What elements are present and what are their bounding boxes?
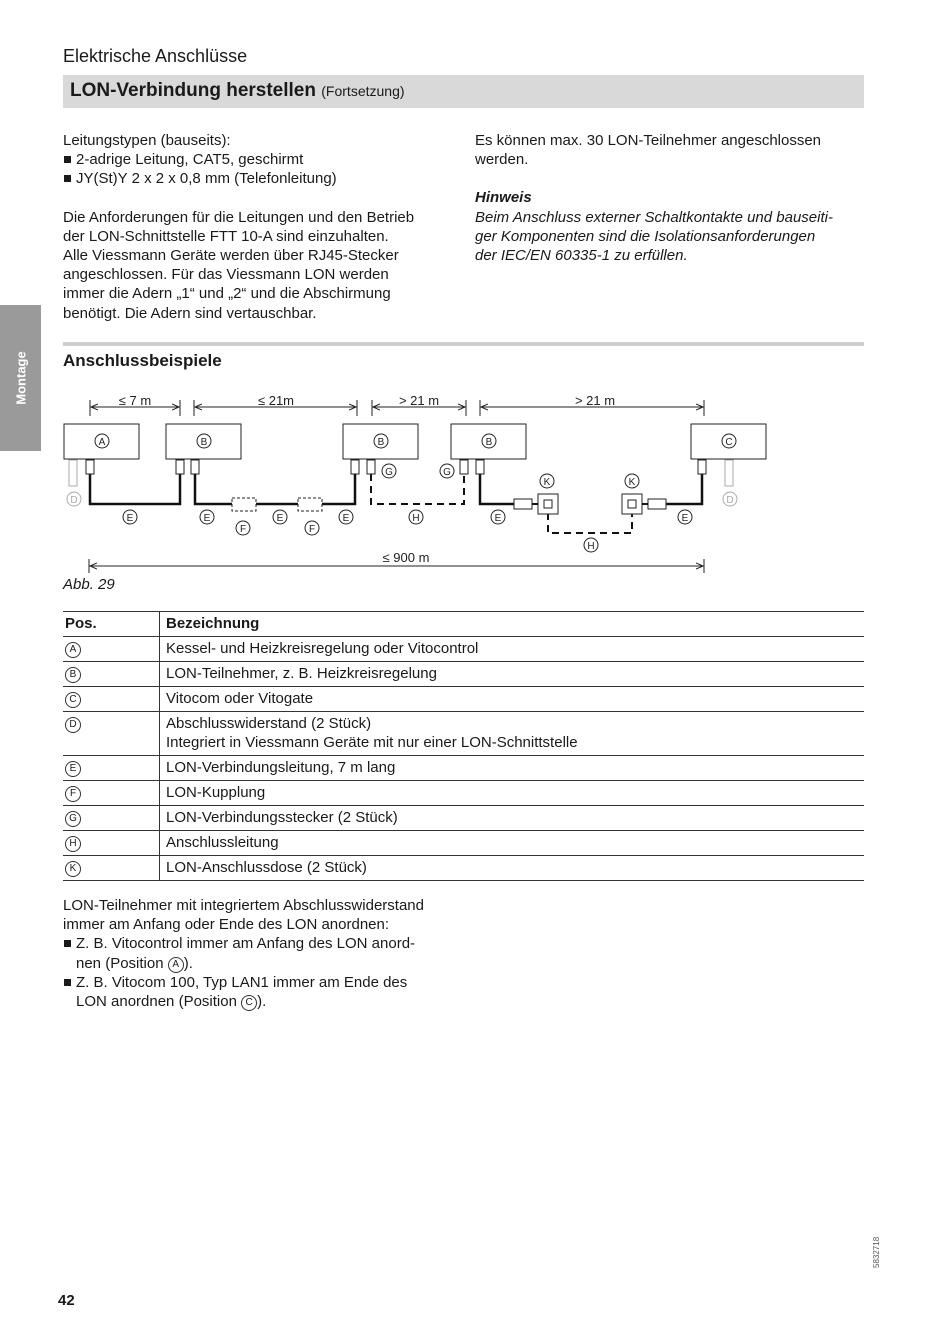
position-marker: H	[65, 836, 81, 852]
note-line: ger Komponenten sind die Isolationsanforderungen	[475, 227, 816, 245]
position-marker: C	[65, 692, 81, 708]
side-tab-label: Montage	[13, 351, 28, 405]
page-title	[70, 80, 405, 102]
bullet-text: nen (Position	[76, 954, 168, 972]
box-label: A	[98, 437, 106, 448]
chapter-title: Elektrische Anschlüsse	[63, 46, 248, 66]
description-cell: LON-Teilnehmer, z. B. Heizkreisregelung	[160, 662, 865, 687]
position-marker: C	[241, 995, 257, 1011]
marker-e: E	[342, 513, 350, 524]
description-cell: LON-Anschlussdose (2 Stück)	[160, 856, 865, 881]
marker-h: H	[412, 513, 420, 524]
description-cell: LON-Verbindungsstecker (2 Stück)	[160, 806, 865, 831]
termination-intro-line: LON-Teilnehmer mit integriertem Abschlusswiderstand	[63, 897, 424, 914]
marker-g: G	[385, 467, 393, 478]
total-length-label: ≤ 900 m	[382, 550, 430, 565]
section-divider	[63, 342, 864, 346]
position-marker: E	[65, 761, 81, 777]
figure-caption: Abb. 29	[63, 576, 115, 593]
box-label: B	[200, 437, 208, 448]
note-line: der IEC/EN 60335-1 zu erfüllen.	[475, 247, 688, 265]
bullet-text: Z. B. Vitocom 100, Typ LAN1 immer am Ende des	[76, 973, 408, 991]
position-marker: G	[65, 811, 81, 827]
dim-label: > 21 m	[574, 393, 616, 408]
column-header: Pos.	[63, 612, 160, 637]
description-cell: LON-Kupplung	[160, 781, 865, 806]
marker-e: E	[276, 513, 284, 524]
marker-e: E	[126, 513, 134, 524]
marker-g: G	[443, 467, 451, 478]
position-marker: D	[65, 717, 81, 733]
page-number: 42	[58, 1292, 75, 1309]
position-marker: A	[65, 642, 81, 658]
table-row	[63, 637, 864, 662]
cable-type-item: 2-adrige Leitung, CAT5, geschirmt	[63, 150, 463, 169]
marker-f: F	[308, 524, 316, 535]
termination-intro-line: immer am Anfang oder Ende des LON anordnen:	[63, 916, 390, 934]
marker-h: H	[587, 541, 595, 552]
position-marker: A	[168, 957, 184, 973]
table-row	[63, 856, 864, 881]
marker-d: D	[726, 495, 734, 506]
requirements-line: Alle Viessmann Geräte werden über RJ45-Stecker	[63, 247, 399, 265]
table-row	[63, 687, 864, 712]
page-title-text: LON-Verbindung herstellen	[70, 80, 316, 101]
requirements-line: immer die Adern „1“ und „2“ und die Abschirmung	[63, 285, 391, 303]
left-column	[63, 131, 463, 323]
position-marker: K	[65, 861, 81, 877]
bullet-text: ).	[257, 993, 267, 1011]
requirements-line: der LON-Schnittstelle FTT 10-A sind einzuhalten.	[63, 227, 389, 245]
page-subtitle: (Fortsetzung)	[321, 83, 405, 99]
description-cell: Kessel- und Heizkreisregelung oder Vitocontrol	[160, 637, 865, 662]
max-participants-line: Es können max. 30 LON-Teilnehmer angeschlossen	[475, 132, 822, 149]
position-marker: B	[65, 667, 81, 683]
marker-k: K	[628, 477, 636, 488]
bullet-text: ).	[183, 954, 193, 972]
table-row	[63, 781, 864, 806]
table-row	[63, 806, 864, 831]
marker-e: E	[681, 513, 689, 524]
description-cell: LON-Verbindungsleitung, 7 m lang	[160, 756, 865, 781]
termination-bullet	[63, 934, 483, 972]
requirements-line: Die Anforderungen für die Leitungen und den Betrieb	[63, 208, 415, 226]
column-header: Bezeichnung	[160, 612, 865, 637]
termination-notes	[63, 896, 483, 1011]
requirements-line: benötigt. Die Adern sind vertauschbar.	[63, 304, 317, 322]
box-label: C	[725, 437, 733, 448]
marker-k: K	[543, 477, 551, 488]
dim-label: > 21 m	[398, 393, 440, 408]
section-header-bar	[63, 75, 864, 108]
table-row	[63, 712, 864, 756]
note-title: Hinweis	[475, 189, 532, 207]
description-cell: Vitocom oder Vitogate	[160, 687, 865, 712]
marker-e: E	[494, 513, 502, 524]
dim-label: ≤ 21m	[257, 393, 295, 408]
table-row	[63, 662, 864, 687]
box-label: B	[485, 437, 493, 448]
marker-d: D	[70, 495, 78, 506]
dim-label: ≤ 7 m	[118, 393, 152, 408]
box-label: B	[377, 437, 385, 448]
note-line: Beim Anschluss externer Schaltkontakte und bauseiti-	[475, 208, 833, 226]
max-participants-line: werden.	[475, 151, 529, 169]
marker-f: F	[239, 524, 247, 535]
right-column	[475, 131, 870, 265]
description-line: Integriert in Viessmann Geräte mit nur einer LON-Schnittstelle	[166, 734, 578, 751]
requirements-line: angeschlossen. Für das Viessmann LON werden	[63, 266, 389, 284]
document-number: 5832718	[872, 1236, 881, 1268]
description-line: Abschlusswiderstand (2 Stück)	[166, 715, 372, 732]
table-row	[63, 831, 864, 856]
legend-table	[63, 611, 864, 881]
description-cell	[160, 712, 865, 756]
bullet-text: LON anordnen (Position	[76, 993, 242, 1011]
lon-wiring-diagram	[0, 380, 950, 580]
section-title: Anschlussbeispiele	[63, 351, 222, 370]
cable-types-intro: Leitungstypen (bauseits):	[63, 132, 231, 149]
termination-bullet	[63, 973, 483, 1011]
position-marker: F	[65, 786, 81, 802]
description-cell: Anschlussleitung	[160, 831, 865, 856]
table-header-row	[63, 612, 864, 637]
cable-type-item: JY(St)Y 2 x 2 x 0,8 mm (Telefonleitung)	[63, 169, 463, 188]
marker-e: E	[203, 513, 211, 524]
bullet-text: Z. B. Vitocontrol immer am Anfang des LON anord-	[76, 935, 416, 953]
table-row	[63, 756, 864, 781]
